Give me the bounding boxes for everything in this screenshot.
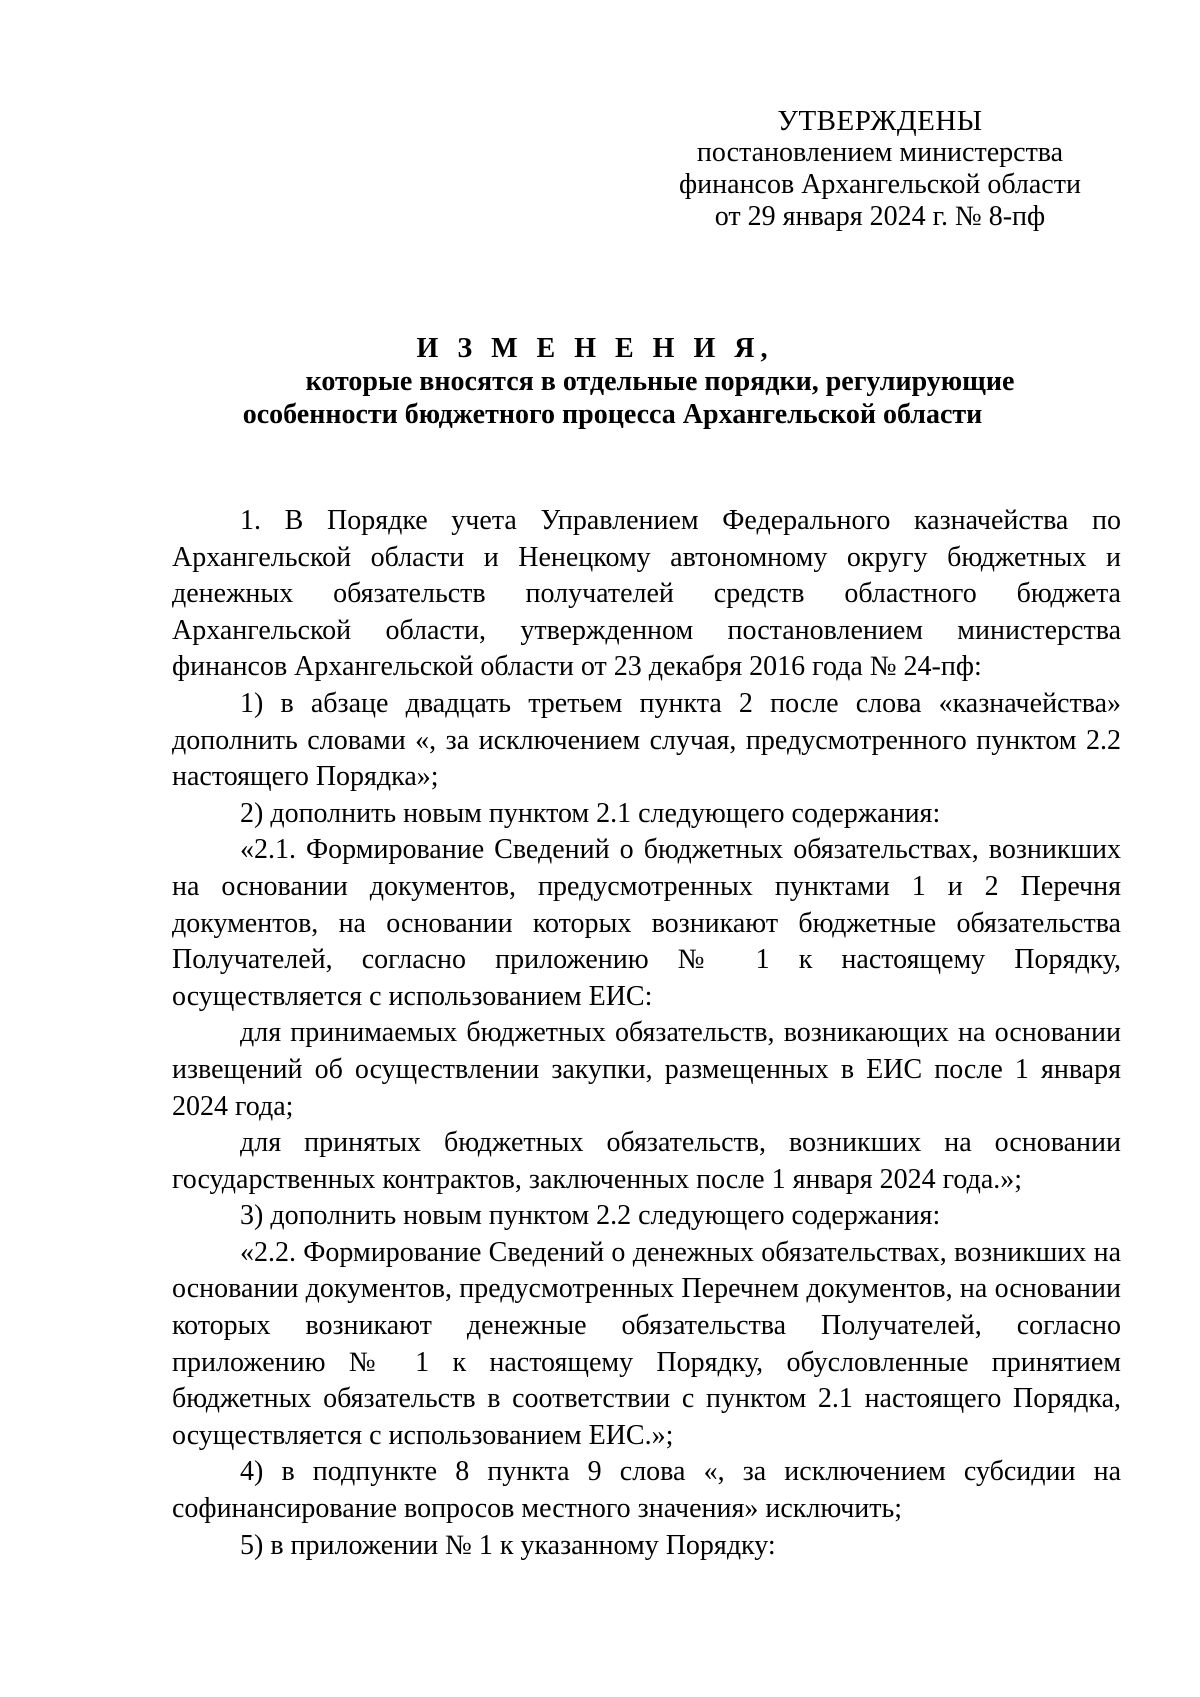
title-subtitle-line: которые вносятся в отдельные порядки, регулирующие xyxy=(305,366,1015,397)
approval-title: УТВЕРЖДЕНЫ xyxy=(777,105,983,137)
document-title xyxy=(170,332,1100,431)
paragraph: 1) в абзаце двадцать третьем пункта 2 после слова «казначейства» дополнить словами «, за исключением случая, предусмотренного пунктом 2.2 настоящего Порядка»; xyxy=(172,687,1121,793)
title-heading: И З М Е Н Е Н И Я, xyxy=(416,333,774,364)
paragraph: «2.1. Формирование Сведений о бюджетных обязательствах, возникших на основании документов, предусмотренных пунктами 1 и 2 Перечня документов, на основании которых возникают бюджетные обязательства Получателей, согласно приложению № 1 к настоящему Порядку, осуществляется с использованием ЕИС: xyxy=(172,834,1121,1012)
paragraph: 4) в подпункте 8 пункта 9 слова «, за исключением субсидии на софинансирование вопросов местного значения» исключить; xyxy=(172,1456,1121,1525)
paragraph: 5) в приложении № 1 к указанному Порядку: xyxy=(240,1529,776,1561)
paragraph: 2) дополнить новым пунктом 2.1 следующего содержания: xyxy=(240,797,941,829)
title-subtitle-line: особенности бюджетного процесса Архангельской области xyxy=(242,399,983,430)
approval-block xyxy=(660,105,1100,233)
paragraph: 3) дополнить новым пунктом 2.2 следующего содержания: xyxy=(240,1200,941,1232)
paragraph: 1. В Порядке учета Управлением Федерального казначейства по Архангельской области и Ненецкому автономному округу бюджетных и денежных обязательств получателей средств областного бюджета Архангельской области, утвержденном постановлением министерства финансов Архангельской области от 23 декабря 2016 года № 24-пф: xyxy=(172,505,1121,683)
paragraph: для принимаемых бюджетных обязательств, возникающих на основании извещений об осуществлении закупки, размещенных в ЕИС после 1 января 2024 года; xyxy=(172,1017,1121,1122)
paragraph: для принятых бюджетных обязательств, возникших на основании государственных контрактов, заключенных после 1 января 2024 года.»; xyxy=(172,1127,1121,1195)
approval-line: постановлением министерства xyxy=(696,137,1064,168)
approval-date-number: от 29 января 2024 г. № 8-пф xyxy=(714,201,1046,232)
paragraph: «2.2. Формирование Сведений о денежных обязательствах, возникших на основании документов, предусмотренных Перечнем документов, на основании которых возникают денежные обязательства Получателей, согласно приложению № 1 к настоящему Порядку, обусловленные принятием бюджетных обязательств в соответствии с пунктом 2.1 настоящего Порядка, осуществляется с использованием ЕИС.»; xyxy=(172,1236,1121,1451)
approval-line: финансов Архангельской области xyxy=(679,169,1081,200)
document-body xyxy=(172,503,1121,1564)
